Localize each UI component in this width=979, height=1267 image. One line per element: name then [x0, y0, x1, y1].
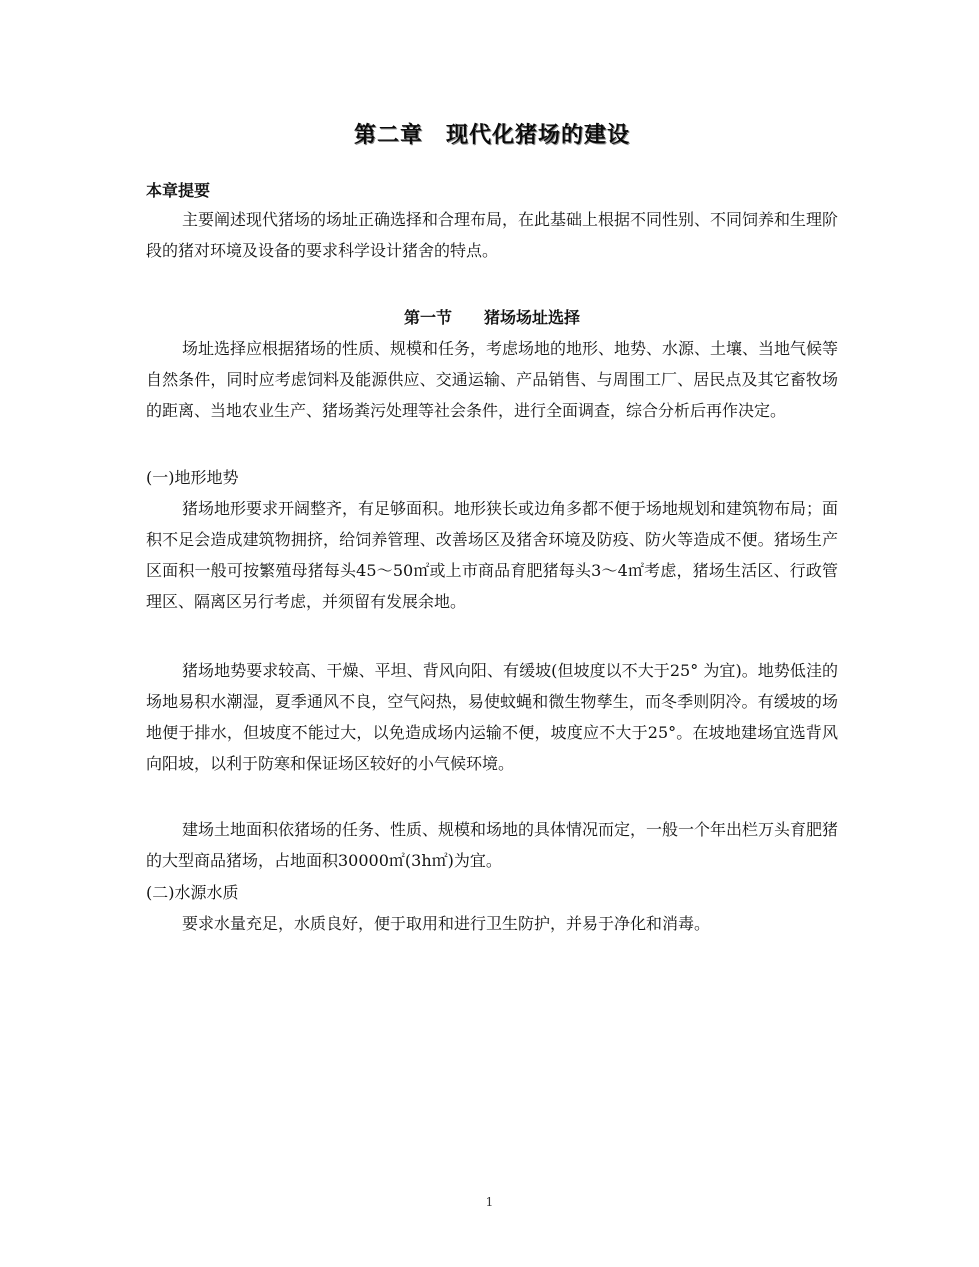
summary-paragraph: 主要阐述现代猪场的场址正确选择和合理布局，在此基础上根据不同性别、不同饲养和生理阶段的猪对环境及设备的要求科学设计猪舍的特点。: [146, 210, 839, 260]
subsection-title-water: (二)水源水质: [146, 883, 239, 902]
page-number: 1: [485, 1195, 494, 1209]
water-paragraph: 要求水量充足，水质良好，便于取用和进行卫生防护，并易于净化和消毒。: [182, 914, 711, 933]
intro-paragraph: 场址选择应根据猪场的性质、规模和任务，考虑场地的地形、地势、水源、土壤、当地气候等自然条件，同时应考虑饲料及能源供应、交通运输、产品销售、与周围工厂、居民点及其它畜牧场的距离、当地农业生产、猪场粪污处理等社会条件，进行全面调查，综合分析后再作决定。: [146, 339, 839, 420]
terrain-paragraph: 猪场地形要求开阔整齐，有足够面积。地形狭长或边角多都不便于场地规划和建筑物布局；面积不足会造成建筑物拥挤，给饲养管理、改善场区及猪舍环境及防疫、防火等造成不便。猪场生产区面积一般可按繁殖母猪每头45～50㎡或上市商品育肥猪每头3～4㎡考虑，猪场生活区、行政管理区、隔离区另行考虑，并须留有发展余地。: [146, 499, 839, 611]
area-paragraph: 建场土地面积依猪场的任务、性质、规模和场地的具体情况而定，一般一个年出栏万头育肥猪的大型商品猪场，占地面积30000㎡(3h㎡)为宜。: [146, 820, 839, 870]
subsection-title-terrain: (一)地形地势: [146, 468, 239, 487]
chapter-title: 第二章 现代化猪场的建设: [353, 123, 630, 148]
slope-paragraph: 猪场地势要求较高、干燥、平坦、背风向阳、有缓坡(但坡度以不大于25° 为宜)。地势低洼的场地易积水潮湿，夏季通风不良，空气闷热，易使蚊蝇和微生物孳生，而冬季则阴冷。有缓坡的场地便于排水，但坡度不能过大，以免造成场内运输不便，坡度应不大于25°。在坡地建场宜选背风向阳坡，以利于防寒和保证场区较好的小气候环境。: [146, 661, 838, 773]
summary-heading: 本章提要: [146, 181, 211, 200]
section-title: 第一节 猪场场址选择: [403, 308, 580, 327]
